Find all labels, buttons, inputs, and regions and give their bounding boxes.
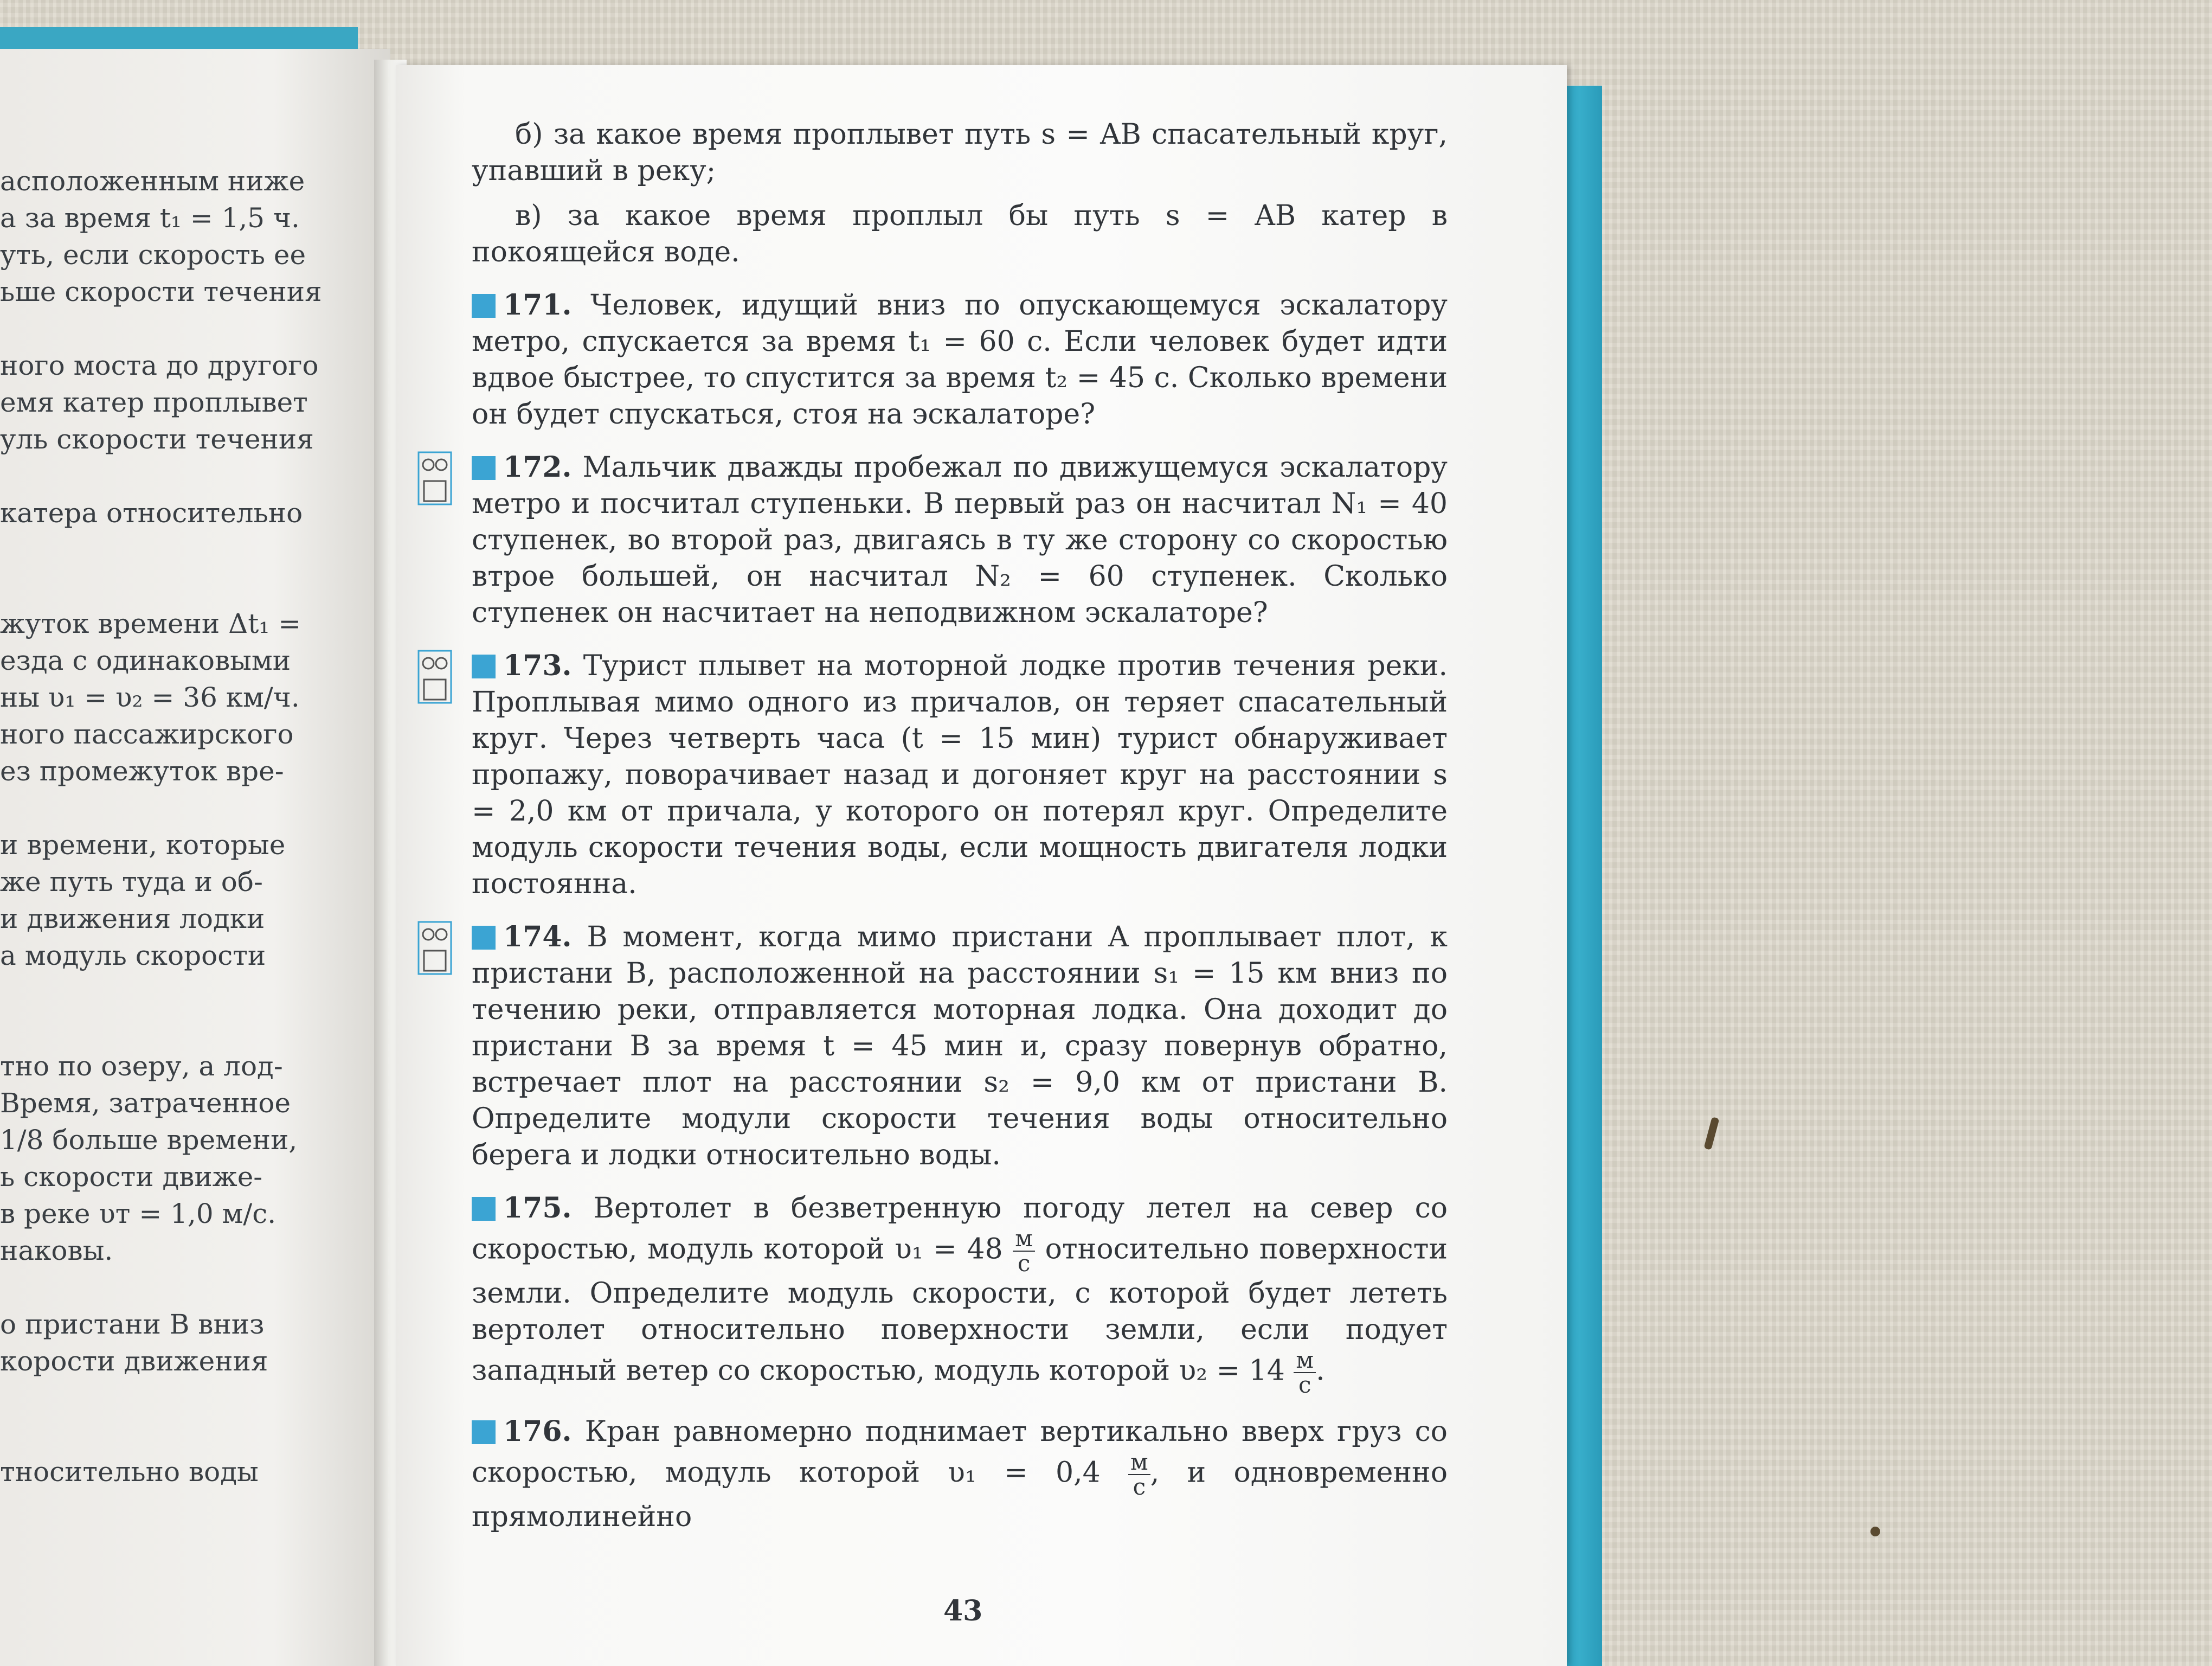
problem-173: [472, 648, 1448, 902]
left-page-line: и движения лодки: [0, 903, 265, 934]
left-page-line: уть, если скорость ее: [0, 239, 306, 271]
left-page: [0, 49, 390, 1666]
left-page-line: [0, 458, 293, 495]
problem-171: [472, 287, 1448, 433]
left-page-line: катера относительно: [0, 497, 303, 529]
table-speck: [1870, 1527, 1880, 1536]
left-page-line: [0, 1011, 293, 1048]
left-page-line: [0, 1380, 293, 1417]
problem-number: 174.: [503, 920, 572, 953]
fraction: $\frac{м}{с}$: [1128, 1450, 1150, 1499]
problem-number: 175.: [503, 1191, 572, 1225]
problem-text: Мальчик дважды пробежал по движущемуся эскалатору метро и посчитал ступеньки. В первый раз он насчитал N₁ = 40 ступенек, во второй раз, двигаясь в ту же сторону со скоростью втрое большей, он насчитал N₂ = 60 ступенек. Сколько ступенек он насчитает на неподвижном эскалаторе?: [472, 451, 1448, 629]
marker-square-icon: [472, 1197, 496, 1221]
left-page-line: емя катер проплывет: [0, 387, 308, 418]
marker-square-icon: [472, 294, 496, 318]
problem-number: 173.: [503, 649, 572, 682]
fraction: $\frac{м}{с}$: [1013, 1227, 1035, 1276]
left-page-line: корости движения: [0, 1345, 268, 1377]
left-page-line: [0, 790, 293, 826]
left-page-line: тно по озеру, а лод-: [0, 1050, 283, 1082]
left-page-line: асположенным ниже: [0, 165, 305, 197]
problem-text: Турист плывет на моторной лодке против течения реки. Проплывая мимо одного из причалов, он теряет спасательный круг. Через четверть часа (t = 15 мин) турист обнаруживает пропажу, поворачивает назад и догоняет круг на расстоянии s = 2,0 км от причала, у которого он потерял круг. Определите модуль скорости течения воды, если мощность двигателя лодки постоянна.: [472, 650, 1448, 900]
left-page-line: наковы.: [0, 1235, 113, 1266]
right-page-text: [472, 117, 1448, 1544]
left-page-line: и времени, которые: [0, 829, 286, 861]
left-page-line: Время, затраченное: [0, 1087, 291, 1119]
owl-icon: [417, 650, 452, 704]
left-page-line: же путь туда и об-: [0, 866, 263, 898]
left-page-line: [0, 1269, 293, 1306]
left-page-line: в реке υт = 1,0 м/с.: [0, 1198, 276, 1229]
left-page-line: ез промежуток вре-: [0, 755, 284, 787]
left-page-line: о пристани B вниз: [0, 1309, 265, 1340]
problem-174: [472, 919, 1448, 1174]
left-page-line: а за время t₁ = 1,5 ч.: [0, 202, 300, 234]
problem-text: Кран равномерно поднимает вертикально вверх груз со скоростью, модуль которой υ₁ = 0,4: [472, 1415, 1448, 1489]
left-page-line: тносительно воды: [0, 1456, 259, 1488]
left-page-line: ь скорости движе-: [0, 1161, 263, 1193]
left-page-line: 1/8 больше времени,: [0, 1124, 298, 1156]
owl-icon: [417, 921, 452, 975]
fraction: $\frac{м}{с}$: [1294, 1348, 1316, 1397]
page-number: 43: [943, 1594, 983, 1627]
problem-number: 171.: [503, 289, 572, 322]
left-page-line: [0, 310, 293, 347]
intro-b: б) за какое время проплывет путь s = AB спасательный круг, упавший в реку;: [472, 118, 1448, 187]
left-page-line: [0, 1417, 293, 1453]
problem-text: Вертолет в безветренную погоду летел на север со скоростью, модуль которой υ₁ = 48: [472, 1192, 1448, 1266]
left-page-line: уль скорости течения: [0, 424, 314, 455]
problem-text: Человек, идущий вниз по опускающемуся эскалатору метро, спускается за время t₁ = 60 с. Если человек будет идти вдвое быстрее, то спустится за время t₂ = 45 с. Сколько времени он будет спускаться, стоя на эскалаторе?: [472, 289, 1448, 431]
left-page-line: [0, 531, 293, 568]
intro-v: в) за какое время проплыл бы путь s = AB катер в покоящейся воде.: [472, 200, 1448, 268]
problem-number: 176.: [503, 1415, 572, 1448]
left-page-line: жуток времени Δt₁ =: [0, 608, 301, 639]
problem-text: В момент, когда мимо пристани A проплывает плот, к пристани B, расположенной на расстоянии s₁ = 15 км вниз по течению реки, отправляется моторная лодка. Она доходит до пристани B за время t = 45 мин и, сразу повернув обратно, встречает плот на расстоянии s₂ = 9,0 км от пристани B. Определите модули скорости течения воды относительно берега и лодки относительно воды.: [472, 921, 1448, 1171]
left-page-line: [0, 568, 293, 605]
problem-number: 172.: [503, 451, 572, 484]
marker-square-icon: [472, 655, 496, 678]
problem-175: 175. Вертолет в безветренную погоду летел на север со скоростью, модуль которой υ₁ = 48 $\frac{м}{с}$ относительно поверхности земли. Определите модуль скорости, с которой будет лететь вертолет относительно поверхности земли, если подует западный ветер со скоростью, модуль которой υ₂ = 14 $\frac{м}{с}$ .: [472, 1191, 1448, 1398]
left-page-line: ны υ₁ = υ₂ = 36 км/ч.: [0, 682, 300, 713]
problem-176: 176. Кран равномерно поднимает вертикально вверх груз со скоростью, модуль которой υ₁ = 0,4 $\frac{м}{с}$ , и одновременно прямолинейно: [472, 1415, 1448, 1533]
left-page-text: [0, 163, 322, 1490]
left-page-line: езда с одинаковыми: [0, 645, 291, 676]
left-page-line: ного пассажирского: [0, 719, 294, 750]
marker-square-icon: [472, 456, 496, 480]
problem-text: относительно поверхности земли. Определите модуль скорости, с которой будет лететь вертолет относительно поверхности земли, если подует западный ветер со скоростью, модуль которой υ₂ = 14: [472, 1233, 1448, 1387]
left-page-line: а модуль скорости: [0, 940, 266, 971]
left-page-line: ного моста до другого: [0, 350, 319, 381]
marker-square-icon: [472, 1420, 496, 1444]
problem-172: [472, 449, 1448, 631]
marker-square-icon: [472, 926, 496, 950]
owl-icon: [417, 451, 452, 505]
left-page-line: [0, 974, 293, 1011]
left-page-line: ьше скорости течения: [0, 276, 322, 307]
